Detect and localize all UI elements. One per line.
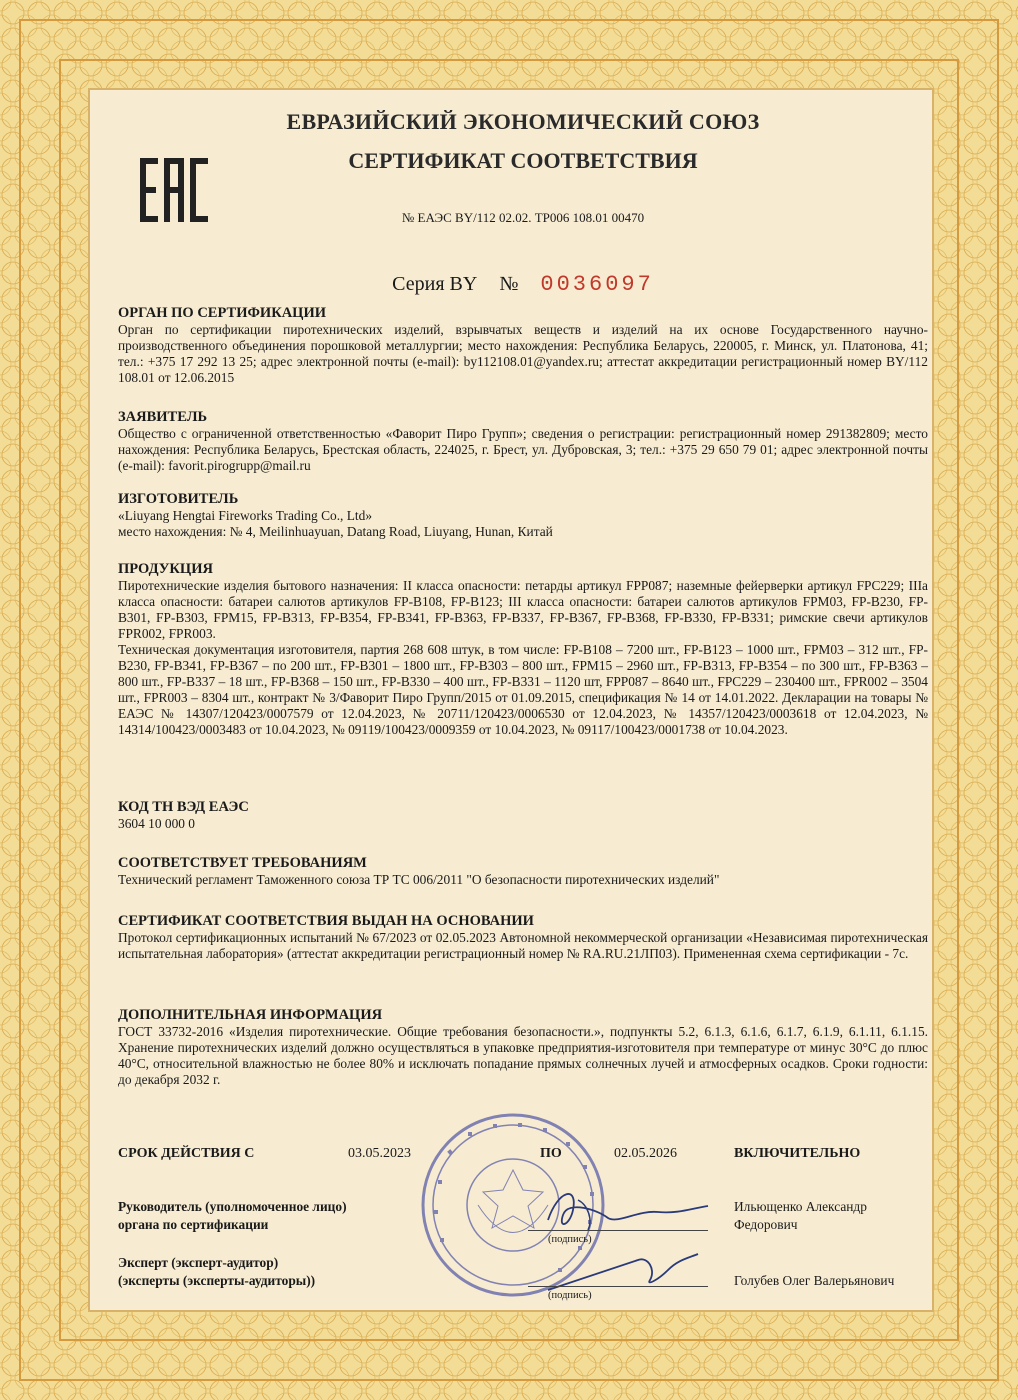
validity-po: ПО (540, 1146, 562, 1161)
organ-heading: ОРГАН ПО СЕРТИФИКАЦИИ (118, 305, 327, 321)
manufacturer-address: место нахождения: № 4, Meilinhuayuan, Datang Road, Liuyang, Hunan, Китай (118, 524, 553, 539)
certificate-title: СЕРТИФИКАТ СООТВЕТСТВИЯ (348, 148, 698, 173)
manufacturer-name: «Liuyang Hengtai Fireworks Trading Co., Ltd» (118, 508, 373, 523)
section-product (118, 560, 928, 738)
requirements-heading: СООТВЕТСТВУЕТ ТРЕБОВАНИЯМ (118, 855, 367, 871)
validity-inclusive: ВКЛЮЧИТЕЛЬНО (734, 1146, 861, 1161)
head-role-line-1: Руководитель (уполномоченное лицо) (118, 1199, 347, 1214)
section-basis (118, 912, 928, 962)
section-tnved (118, 798, 928, 832)
head-name-line-2: Федорович (734, 1217, 798, 1232)
number-sign: № (499, 273, 519, 295)
product-heading: ПРОДУКЦИЯ (118, 561, 213, 577)
applicant-heading: ЗАЯВИТЕЛЬ (118, 409, 208, 425)
validity-from: 03.05.2023 (348, 1146, 411, 1161)
additional-heading: ДОПОЛНИТЕЛЬНАЯ ИНФОРМАЦИЯ (118, 1007, 383, 1023)
series-number: 0036097 (540, 272, 654, 297)
organ-text: Орган по сертификации пиротехнических изделий, взрывчатых веществ и изделий на их основе Государственного научно-производственного объединения порошковой металлургии; место нахождения: Республика Беларусь, 220005, г. Минск, ул. Платонова, 41; тел.: +375 17 292 13 25; адрес электронной почты (e-mail): by112108.01@yandex.ru; аттестат аккредитации регистрационный номер BY/112 108.01 от 12.06.2015 (118, 322, 928, 385)
expert-name: Голубев Олег Валерьянович (734, 1273, 895, 1288)
series-line (118, 272, 928, 297)
head-role-line-2: органа по сертификации (118, 1217, 269, 1232)
additional-text: ГОСТ 33732-2016 «Изделия пиротехнические. Общие требования безопасности.», подпункты 5.2, 6.1.3, 6.1.6, 6.1.7, 6.1.9, 6.1.11, 6.1.15. Хранение пиротехнических изделий должно осуществляться в упаковке предприятия-изготовителя при температуре от минус 30°С до плюс 40°С, относительной влажностью не более 80% и исключать попадание прямых солнечных лучей и атмосферных осадков. Сроки годности: до декабря 2032 г. (118, 1024, 928, 1087)
section-applicant (118, 408, 928, 474)
union-title: ЕВРАЗИЙСКИЙ ЭКОНОМИЧЕСКИЙ СОЮЗ (286, 109, 760, 134)
applicant-text: Общество с ограниченной ответственностью «Фаворит Пиро Групп»; сведения о регистрации: регистрационный номер 291382809; место нахождения: Республика Беларусь, Брестская область, 224025, г. Брест, ул. Дубровская, 3; тел.: +375 29 650 79 01; адрес электронной почты (e-mail): favorit.pirogrupp@mail.ru (118, 426, 928, 473)
head-podpis-caption: (подпись) (548, 1234, 592, 1245)
head-signature-line (528, 1230, 708, 1231)
head-signature-icon (518, 1180, 718, 1240)
series-label: Серия BY (392, 273, 478, 295)
section-organ (118, 304, 928, 386)
expert-podpis-caption: (подпись) (548, 1290, 592, 1301)
product-text-2: Техническая документация изготовителя, партия 268 608 штук, в том числе: FP-B108 – 7200 шт., FP-B123 – 1000 шт., FPM03 – 312 шт., FP-B230, FP-B341, FP-B367 – по 200 шт., FP-B301 – 1800 шт., FP-B303 – 800 шт., FPM15 – 2960 шт., FP-B313, FP-B354 – по 300 шт., FP-B363 – 800 шт., FP-B337 – 18 шт., FP-B368 – 150 шт., FP-B330 – 400 шт., FP-B331 – 1120 шт, FPP087 – 8640 шт., FPC229 – 230400 шт., FPR002 – 3504 шт., FPR003 – 8304 шт., контракт № 3/Фаворит Пиро Групп/2015 от 01.09.2015, спецификация № 14 от 14.01.2022. Декларации на товары № ЕАЭС № 14307/120423/0007579 от 12.04.2023, № 20711/120423/0006530 от 12.04.2023, № 14357/120423/0003618 от 12.04.2023, № 14314/100423/0003483 от 10.04.2023, № 09119/100423/0009359 от 10.04.2023, № 09117/100423/0001738 от 10.04.2023. (118, 642, 928, 737)
section-manufacturer (118, 490, 928, 540)
expert-signature-line (528, 1286, 708, 1287)
basis-heading: СЕРТИФИКАТ СООТВЕТСТВИЯ ВЫДАН НА ОСНОВАНИИ (118, 913, 534, 929)
tnved-code: 3604 10 000 0 (118, 816, 195, 831)
expert-role-line-2: (эксперты (эксперты-аудиторы)) (118, 1273, 316, 1288)
validity-to: 02.05.2026 (614, 1146, 677, 1161)
registration-number: № ЕАЭС BY/112 02.02. ТР006 108.01 00470 (401, 210, 645, 225)
tnved-heading: КОД ТН ВЭД ЕАЭС (118, 799, 249, 815)
section-requirements (118, 854, 928, 888)
requirements-text: Технический регламент Таможенного союза ТР ТС 006/2011 "О безопасности пиротехнических изделий" (118, 872, 720, 887)
expert-role-line-1: Эксперт (эксперт-аудитор) (118, 1255, 279, 1270)
validity-label: СРОК ДЕЙСТВИЯ С (118, 1146, 255, 1161)
certificate-content (118, 100, 928, 1310)
product-text-1: Пиротехнические изделия бытового назначения: II класса опасности: петарды артикул FPP087; наземные фейерверки артикул FPC229; IIIа класса опасности: батареи салютов артикулов FP-B108, FP-B123; III класса опасности: батареи салютов артикулов FPM03, FP-B230, FP-B301, FP-B303, FPM15, FP-B313, FP-B354, FP-B341, FP-B363, FP-B337, FP-B367, FP-B368, FP-B330, FP-B331; римские свечи артикулов FPR002, FPR003. (118, 578, 928, 641)
manufacturer-heading: ИЗГОТОВИТЕЛЬ (118, 491, 239, 507)
basis-text: Протокол сертификационных испытаний № 67/2023 от 02.05.2023 Автономной некоммерческой организации «Независимая пиротехническая испытательная лаборатория» (аттестат аккредитации регистрационный номер № RA.RU.21ЛП03). Примененная схема сертификации - 7с. (118, 930, 928, 961)
section-additional (118, 1006, 928, 1088)
head-name-line-1: Ильющенко Александр (734, 1199, 867, 1214)
